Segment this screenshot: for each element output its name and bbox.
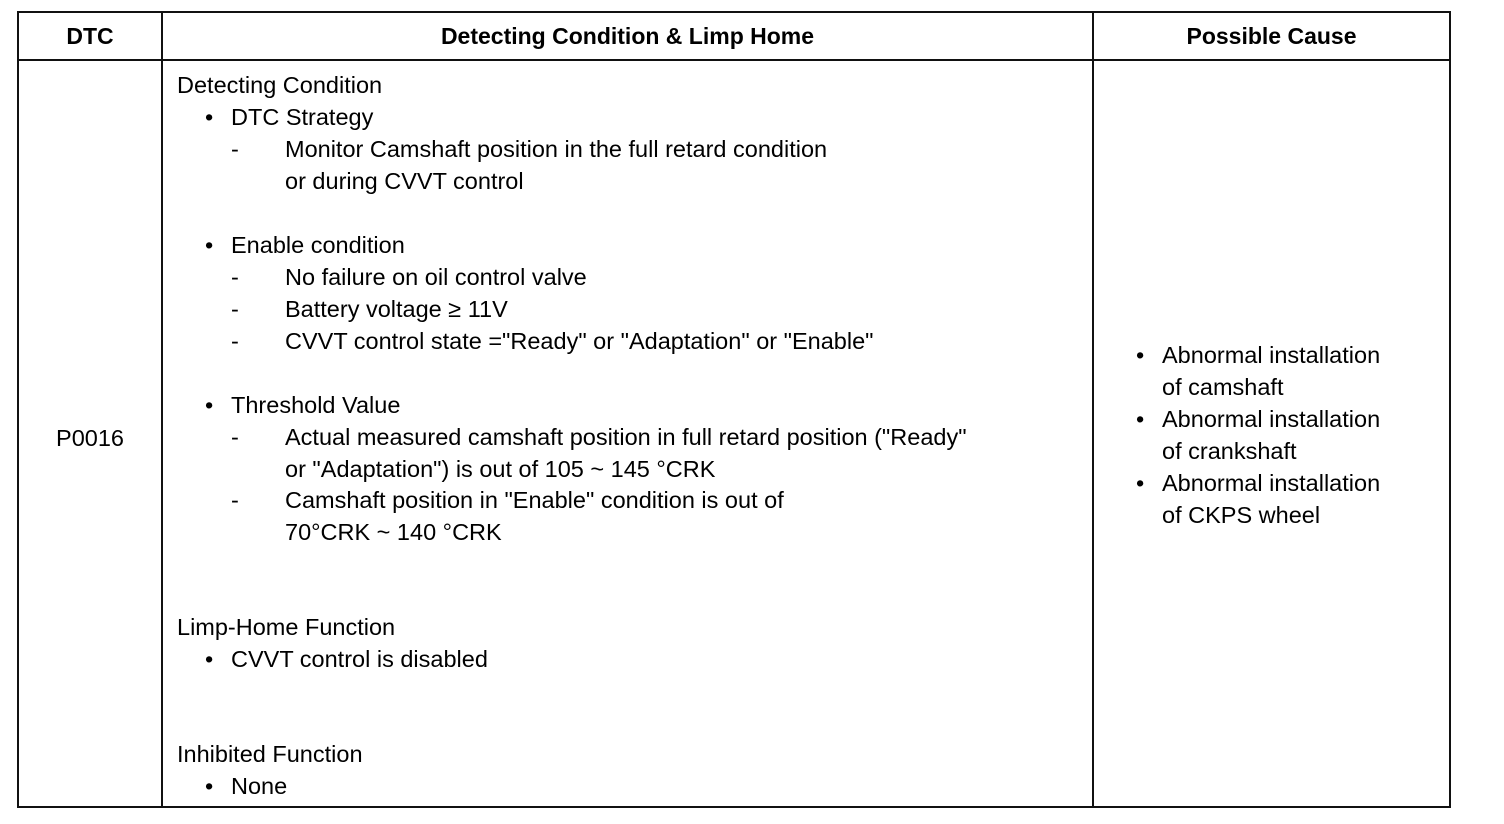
possible-cause-item: of crankshaft (1162, 438, 1297, 464)
inhibited-function-item: • None (231, 770, 287, 802)
threshold-value-item: or "Adaptation") is out of 105 ~ 145 °CRK (285, 456, 716, 482)
threshold-value-item: 70°CRK ~ 140 °CRK (285, 519, 502, 545)
possible-cause-item: of camshaft (1162, 374, 1284, 400)
enable-condition-item: - CVVT control state ="Ready" or "Adaptation" or "Enable" (285, 325, 873, 357)
detecting-condition-title: Detecting Condition (177, 72, 383, 98)
dtc-table (17, 11, 1451, 808)
threshold-value-item: - Camshaft position in "Enable" condition is out of (285, 484, 784, 516)
limp-home-item: • CVVT control is disabled (231, 643, 488, 675)
threshold-value-item: - Actual measured camshaft position in full retard position ("Ready" (285, 421, 967, 453)
dtc-strategy-item: or during CVVT control (285, 168, 524, 194)
possible-cause-item: of CKPS wheel (1162, 502, 1321, 528)
possible-cause-item: • Abnormal installation (1162, 339, 1380, 371)
header-detecting-condition: Detecting Condition & Limp Home (440, 23, 815, 49)
threshold-value-label: • Threshold Value (231, 389, 400, 421)
enable-condition-label: • Enable condition (231, 229, 405, 261)
header-divider (19, 59, 1449, 61)
possible-cause-item: • Abnormal installation (1162, 403, 1380, 435)
header-possible-cause: Possible Cause (1186, 23, 1357, 49)
column-divider (1092, 13, 1094, 806)
enable-condition-item: - No failure on oil control valve (285, 261, 587, 293)
limp-home-title: Limp-Home Function (177, 614, 396, 640)
dtc-code: P0016 (56, 425, 124, 451)
header-dtc: DTC (66, 23, 114, 49)
inhibited-function-title: Inhibited Function (177, 741, 363, 767)
dtc-strategy-label: • DTC Strategy (231, 101, 373, 133)
enable-condition-item: - Battery voltage ≥ 11V (285, 293, 508, 325)
dtc-strategy-item: - Monitor Camshaft position in the full retard condition (285, 133, 827, 165)
column-divider (161, 13, 163, 806)
possible-cause-item: • Abnormal installation (1162, 467, 1380, 499)
